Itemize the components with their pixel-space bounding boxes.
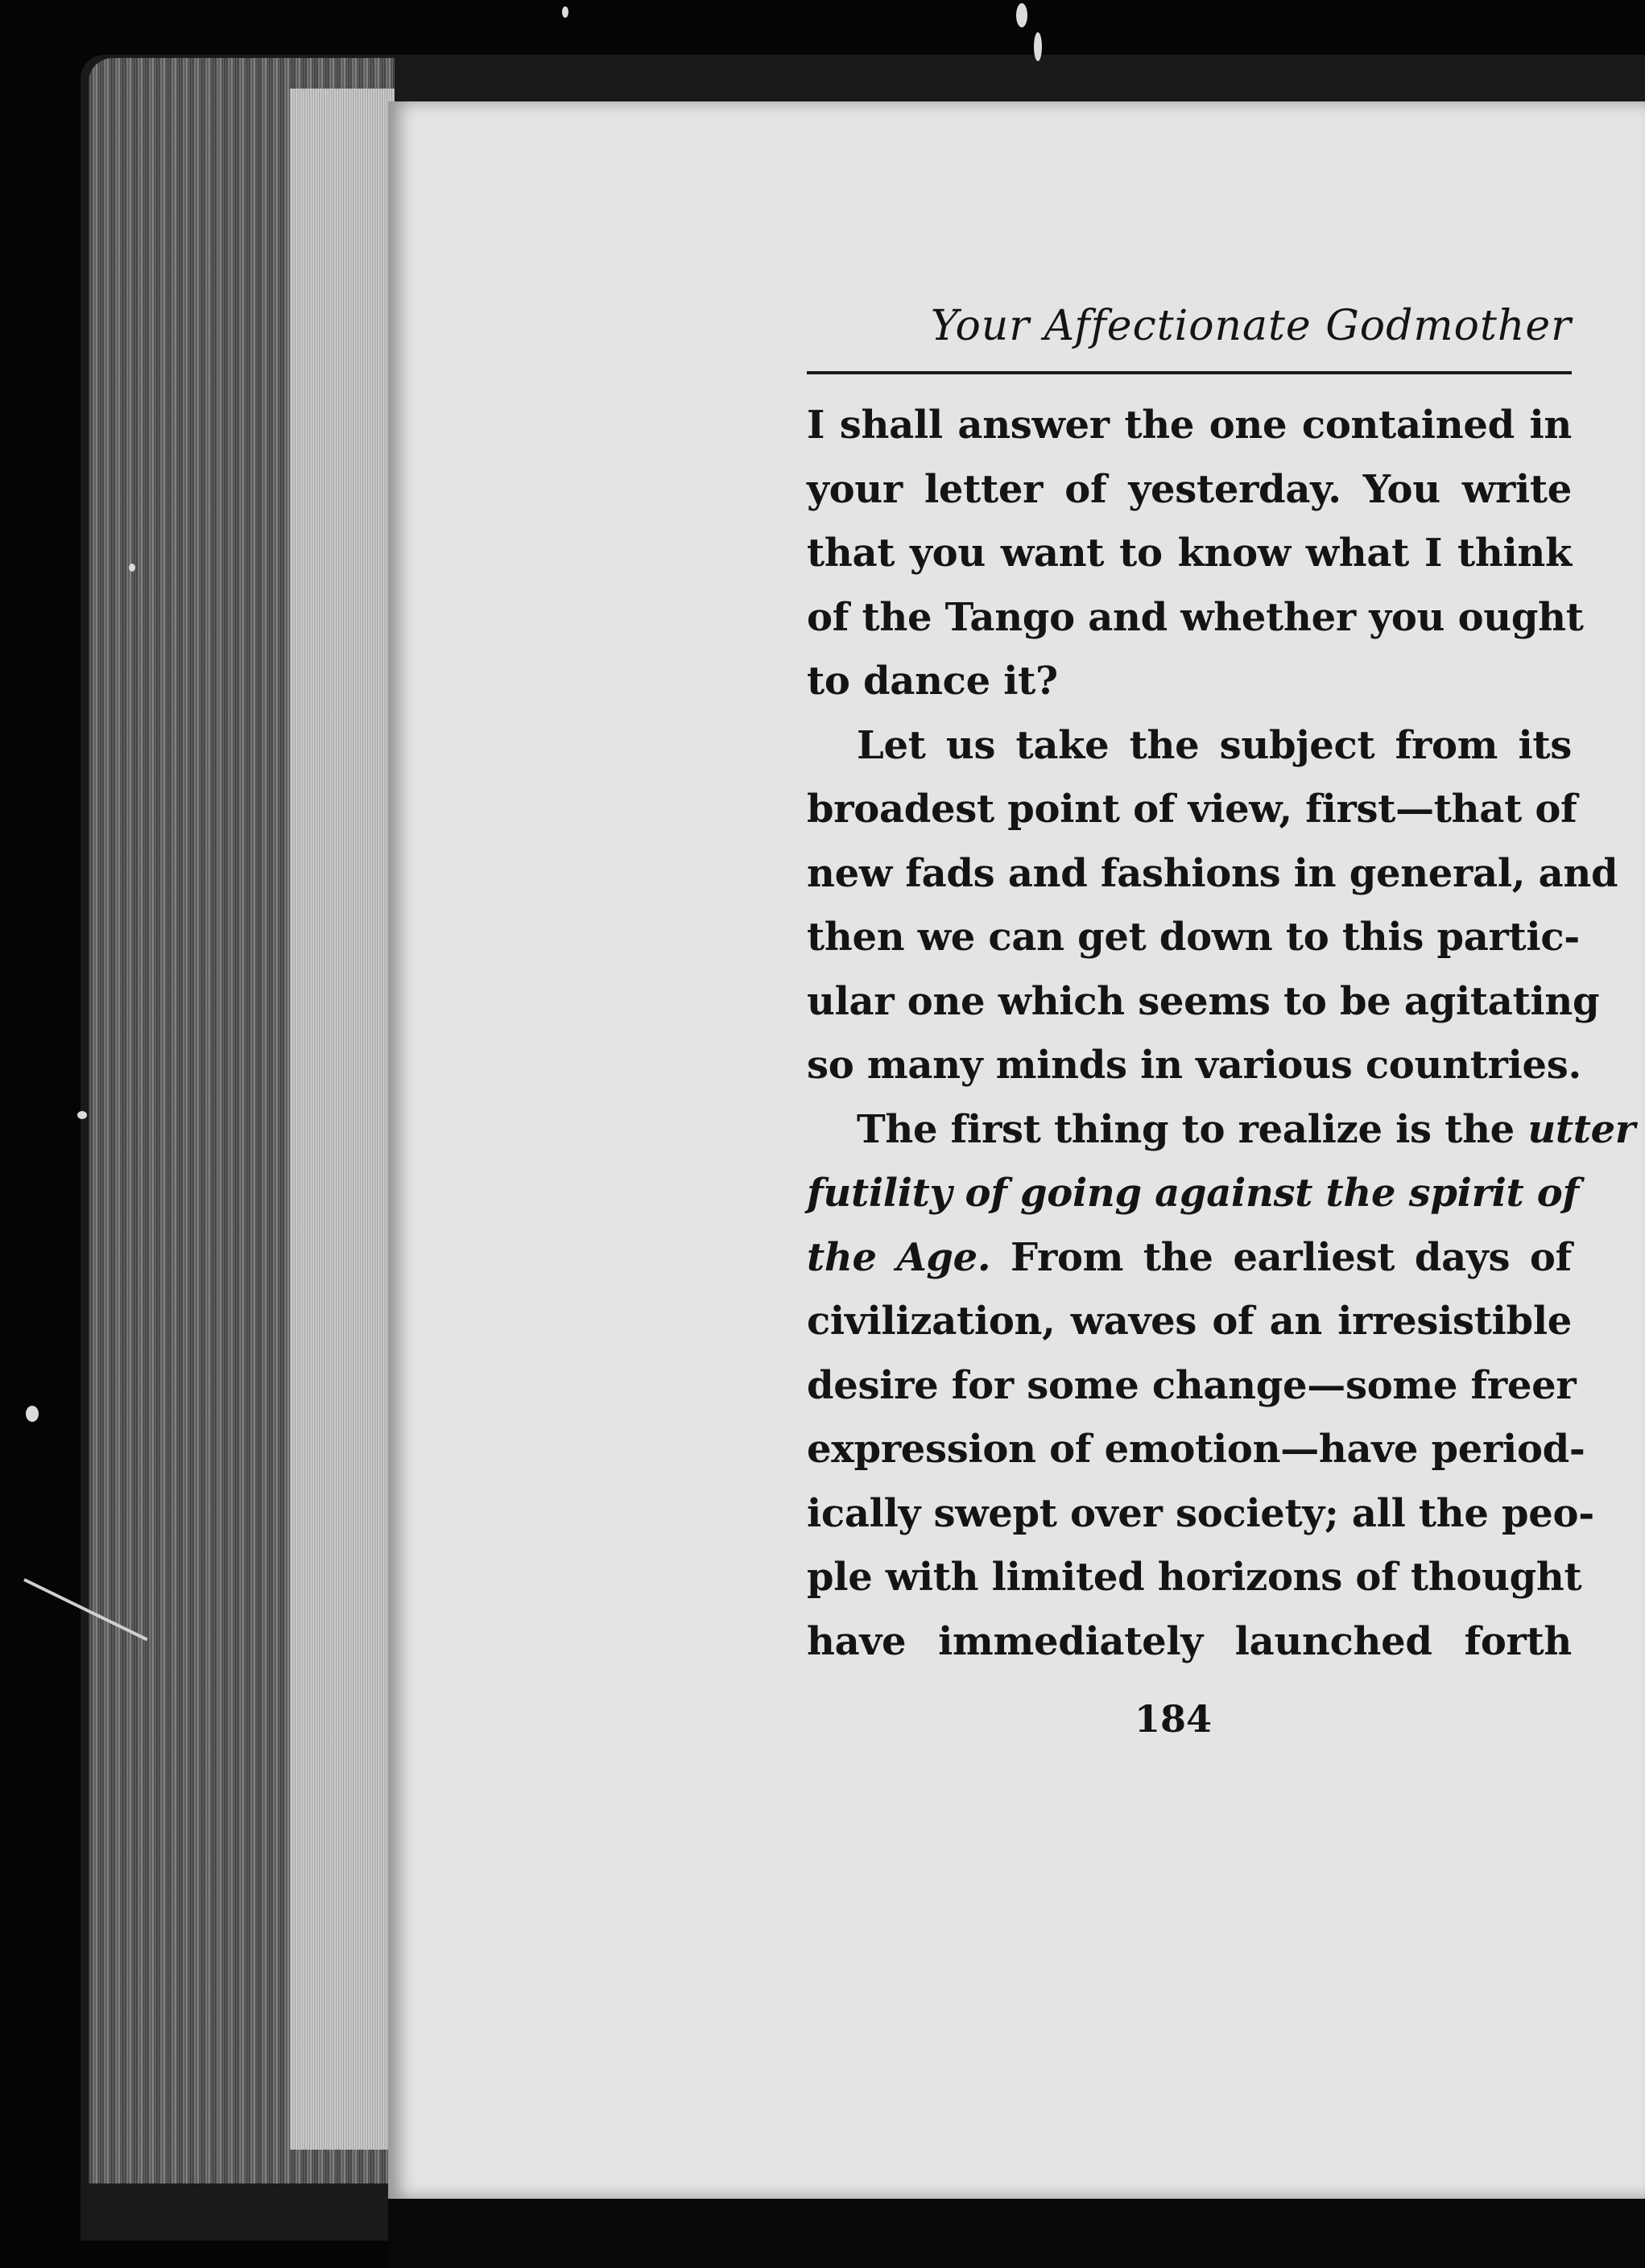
- text-line-content: broadest point of view, first—that of: [807, 787, 1577, 832]
- text-line: [807, 970, 1600, 1035]
- text-line-content: to dance it?: [807, 659, 1058, 704]
- dust-speck: [1034, 32, 1042, 61]
- text-line: [807, 778, 1577, 842]
- text-line: [807, 1482, 1594, 1547]
- text-line-content: of the Tango and whether you ought: [807, 594, 1584, 640]
- body-text: [807, 394, 1635, 1674]
- text-line: [807, 1546, 1582, 1610]
- text-line: [807, 586, 1584, 651]
- text-line-content: that you want to know what I think: [807, 531, 1572, 576]
- text-line-content: I shall answer the one contained in: [807, 403, 1572, 448]
- italic-emphasis: utter: [1527, 1106, 1635, 1152]
- text-line-content: so many minds in various countries.: [807, 1043, 1581, 1088]
- bottom-shadow: [388, 2199, 1645, 2268]
- text-line: [807, 714, 1572, 779]
- text-line-content: have immediately launched forth: [807, 1618, 1572, 1664]
- text-line: [807, 1098, 1635, 1163]
- text-line: [807, 842, 1618, 907]
- text-line: [807, 650, 1572, 714]
- text-line: [807, 1354, 1577, 1419]
- text-line-content: expression of emotion—have period-: [807, 1427, 1585, 1472]
- text-line-content: Let us take the subject from its: [857, 722, 1572, 768]
- text-block: [807, 294, 1635, 1751]
- text-line-content: ular one which seems to be agitating: [807, 978, 1600, 1024]
- text-line: [807, 1610, 1572, 1675]
- italic-emphasis: the Age.: [807, 1234, 991, 1280]
- page-edges-highlight: [290, 89, 395, 2150]
- dust-speck: [1016, 3, 1027, 27]
- text-line-content: new fads and fashions in general, and: [807, 850, 1618, 896]
- text-line-content: The first thing to realize is the: [857, 1106, 1528, 1152]
- text-line-content: desire for some change—some freer: [807, 1362, 1577, 1408]
- text-line: [807, 458, 1572, 523]
- dust-speck: [562, 6, 568, 18]
- text-line: [807, 906, 1580, 970]
- text-line-content: ically swept over society; all the peo-: [807, 1490, 1594, 1536]
- text-line: [807, 394, 1572, 458]
- text-line: [807, 1162, 1579, 1226]
- italic-emphasis: futility of going against the spirit of: [807, 1171, 1579, 1216]
- text-line-content: From the earliest days of: [990, 1234, 1572, 1280]
- text-line-content: your letter of yesterday. You write: [807, 466, 1572, 512]
- dust-speck: [129, 564, 135, 572]
- text-line: [807, 1226, 1572, 1291]
- text-line-content: civilization, waves of an irresistible: [807, 1299, 1572, 1344]
- dust-speck: [77, 1111, 87, 1119]
- dust-speck: [26, 1406, 39, 1422]
- text-line-content: then we can get down to this partic-: [807, 915, 1580, 960]
- text-line-content: ple with limited horizons of thought: [807, 1555, 1582, 1600]
- text-line: [807, 522, 1572, 586]
- text-line: [807, 1290, 1572, 1354]
- text-line: [807, 1034, 1581, 1098]
- page-number: 184: [1134, 1697, 1213, 1741]
- running-head: Your Affectionate Godmother: [807, 294, 1572, 374]
- text-line: [807, 1418, 1585, 1482]
